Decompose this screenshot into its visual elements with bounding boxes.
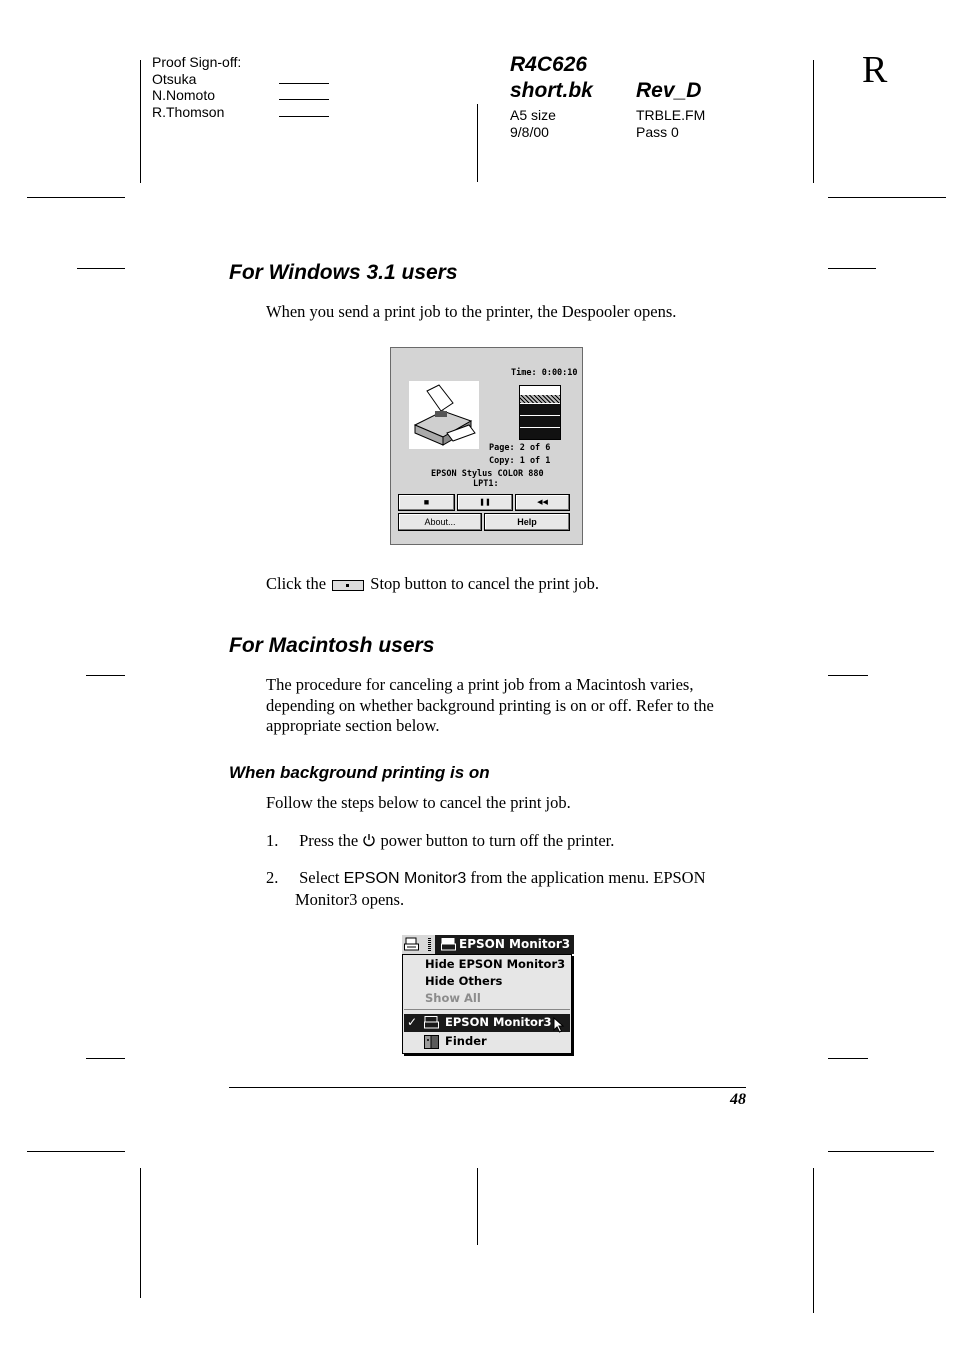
crop-mark	[86, 675, 125, 676]
footer-rule	[229, 1087, 746, 1088]
menu-item-epson-monitor3[interactable]: EPSON Monitor3	[445, 1015, 552, 1029]
header-meta-right	[636, 107, 705, 140]
macintosh-intro: The procedure for canceling a print job from a Macintosh varies, depending on whether background printing is on or off. Refer to the appropriate section below.	[266, 675, 714, 735]
app-name: EPSON Monitor3	[343, 870, 467, 887]
page-number: 48	[730, 1091, 746, 1108]
stop-button[interactable]: ■	[398, 494, 455, 511]
progress-fill	[520, 403, 560, 439]
doc-date: 9/8/00	[510, 123, 549, 140]
page-count: Page: 2 of 6	[489, 443, 551, 453]
crop-mark	[140, 1168, 141, 1298]
copy-count: Copy: 1 of 1	[489, 456, 551, 466]
step-1	[266, 831, 614, 852]
doc-code: R4C626	[510, 53, 588, 76]
crop-mark	[813, 60, 814, 183]
meter-divider	[520, 427, 560, 428]
step-2	[266, 868, 706, 910]
crop-mark	[27, 197, 125, 198]
step-text: from the application menu. EPSON	[470, 868, 706, 887]
printer-port: LPT1:	[473, 479, 499, 489]
crop-mark	[477, 1168, 478, 1245]
stop-instruction-post: Stop button to cancel the print job.	[370, 574, 599, 593]
doc-pass: Pass 0	[636, 123, 679, 140]
meter-divider	[520, 403, 560, 404]
menu-separator	[404, 1009, 570, 1010]
section-title-windows: For Windows 3.1 users	[229, 261, 458, 284]
progress-pattern	[520, 395, 560, 403]
signoff-name: Otsuka	[152, 71, 329, 88]
elapsed-time: Time: 0:00:10	[511, 368, 578, 378]
header-meta-left	[510, 107, 556, 140]
signoff-name: R.Thomson	[152, 104, 329, 121]
step-number: 2.	[266, 868, 279, 887]
header-code	[510, 52, 593, 104]
step-text: Monitor3 opens.	[295, 889, 405, 909]
crop-mark	[27, 1151, 125, 1152]
help-button[interactable]: Help	[484, 513, 570, 531]
tab-letter: R	[862, 49, 888, 91]
proof-signoff	[152, 54, 329, 120]
stop-instruction	[266, 574, 599, 595]
about-button[interactable]: About...	[398, 513, 482, 531]
crop-mark	[828, 197, 946, 198]
subsection-title: When background printing is on	[229, 763, 490, 782]
crop-mark	[140, 60, 141, 183]
step-text: Select	[299, 868, 340, 887]
windows-intro: When you send a print job to the printer, the Despooler opens.	[266, 302, 677, 321]
doc-size: A5 size	[510, 107, 556, 123]
printer-name: EPSON Stylus COLOR 880	[431, 469, 544, 479]
epson-monitor-icon	[424, 1016, 439, 1029]
progress-meter	[519, 385, 561, 440]
application-dropdown	[402, 954, 572, 1054]
section-title-macintosh: For Macintosh users	[229, 634, 435, 657]
mouse-pointer-icon	[553, 1017, 565, 1033]
menu-item-hide-others[interactable]: Hide Others	[425, 974, 503, 988]
menu-item-hide-app[interactable]: Hide EPSON Monitor3	[425, 957, 566, 971]
crop-mark	[828, 268, 876, 269]
active-app-menu[interactable]	[435, 935, 574, 954]
active-app-label: EPSON Monitor3	[459, 937, 571, 951]
crop-mark	[477, 104, 478, 182]
crop-mark	[828, 1151, 934, 1152]
pause-button[interactable]: ❚❚	[457, 494, 513, 511]
mac-application-menu	[402, 935, 574, 1056]
crop-mark	[813, 1168, 814, 1313]
printer-icon	[404, 937, 420, 952]
step-text: power button to turn off the printer.	[380, 831, 615, 850]
checkmark-icon: ✓	[407, 1015, 418, 1029]
crop-mark	[828, 675, 868, 676]
signoff-name: N.Nomoto	[152, 87, 329, 104]
rewind-button[interactable]: ◀◀	[515, 494, 570, 511]
signoff-label: Proof Sign-off:	[152, 54, 242, 70]
crop-mark	[828, 1058, 868, 1059]
doc-book: short.bk	[510, 79, 593, 102]
stop-instruction-pre: Click the	[266, 574, 327, 593]
menu-item-finder[interactable]: Finder	[445, 1034, 487, 1048]
crop-mark	[77, 268, 125, 269]
epson-monitor-icon	[441, 938, 456, 951]
meter-divider	[520, 415, 560, 416]
step-text: Press the	[299, 831, 359, 850]
printer-illustration-icon	[409, 381, 479, 449]
stop-button-icon	[332, 580, 364, 591]
power-icon	[362, 833, 376, 847]
despooler-dialog	[390, 347, 583, 545]
doc-rev: Rev_D	[636, 79, 702, 102]
steps-intro: Follow the steps below to cancel the print job.	[266, 793, 571, 812]
finder-icon	[424, 1035, 439, 1049]
crop-mark	[86, 1058, 125, 1059]
doc-file: TRBLE.FM	[636, 107, 706, 123]
step-number: 1.	[266, 831, 279, 850]
menu-item-show-all: Show All	[425, 991, 481, 1005]
menubar-divider	[428, 938, 431, 951]
